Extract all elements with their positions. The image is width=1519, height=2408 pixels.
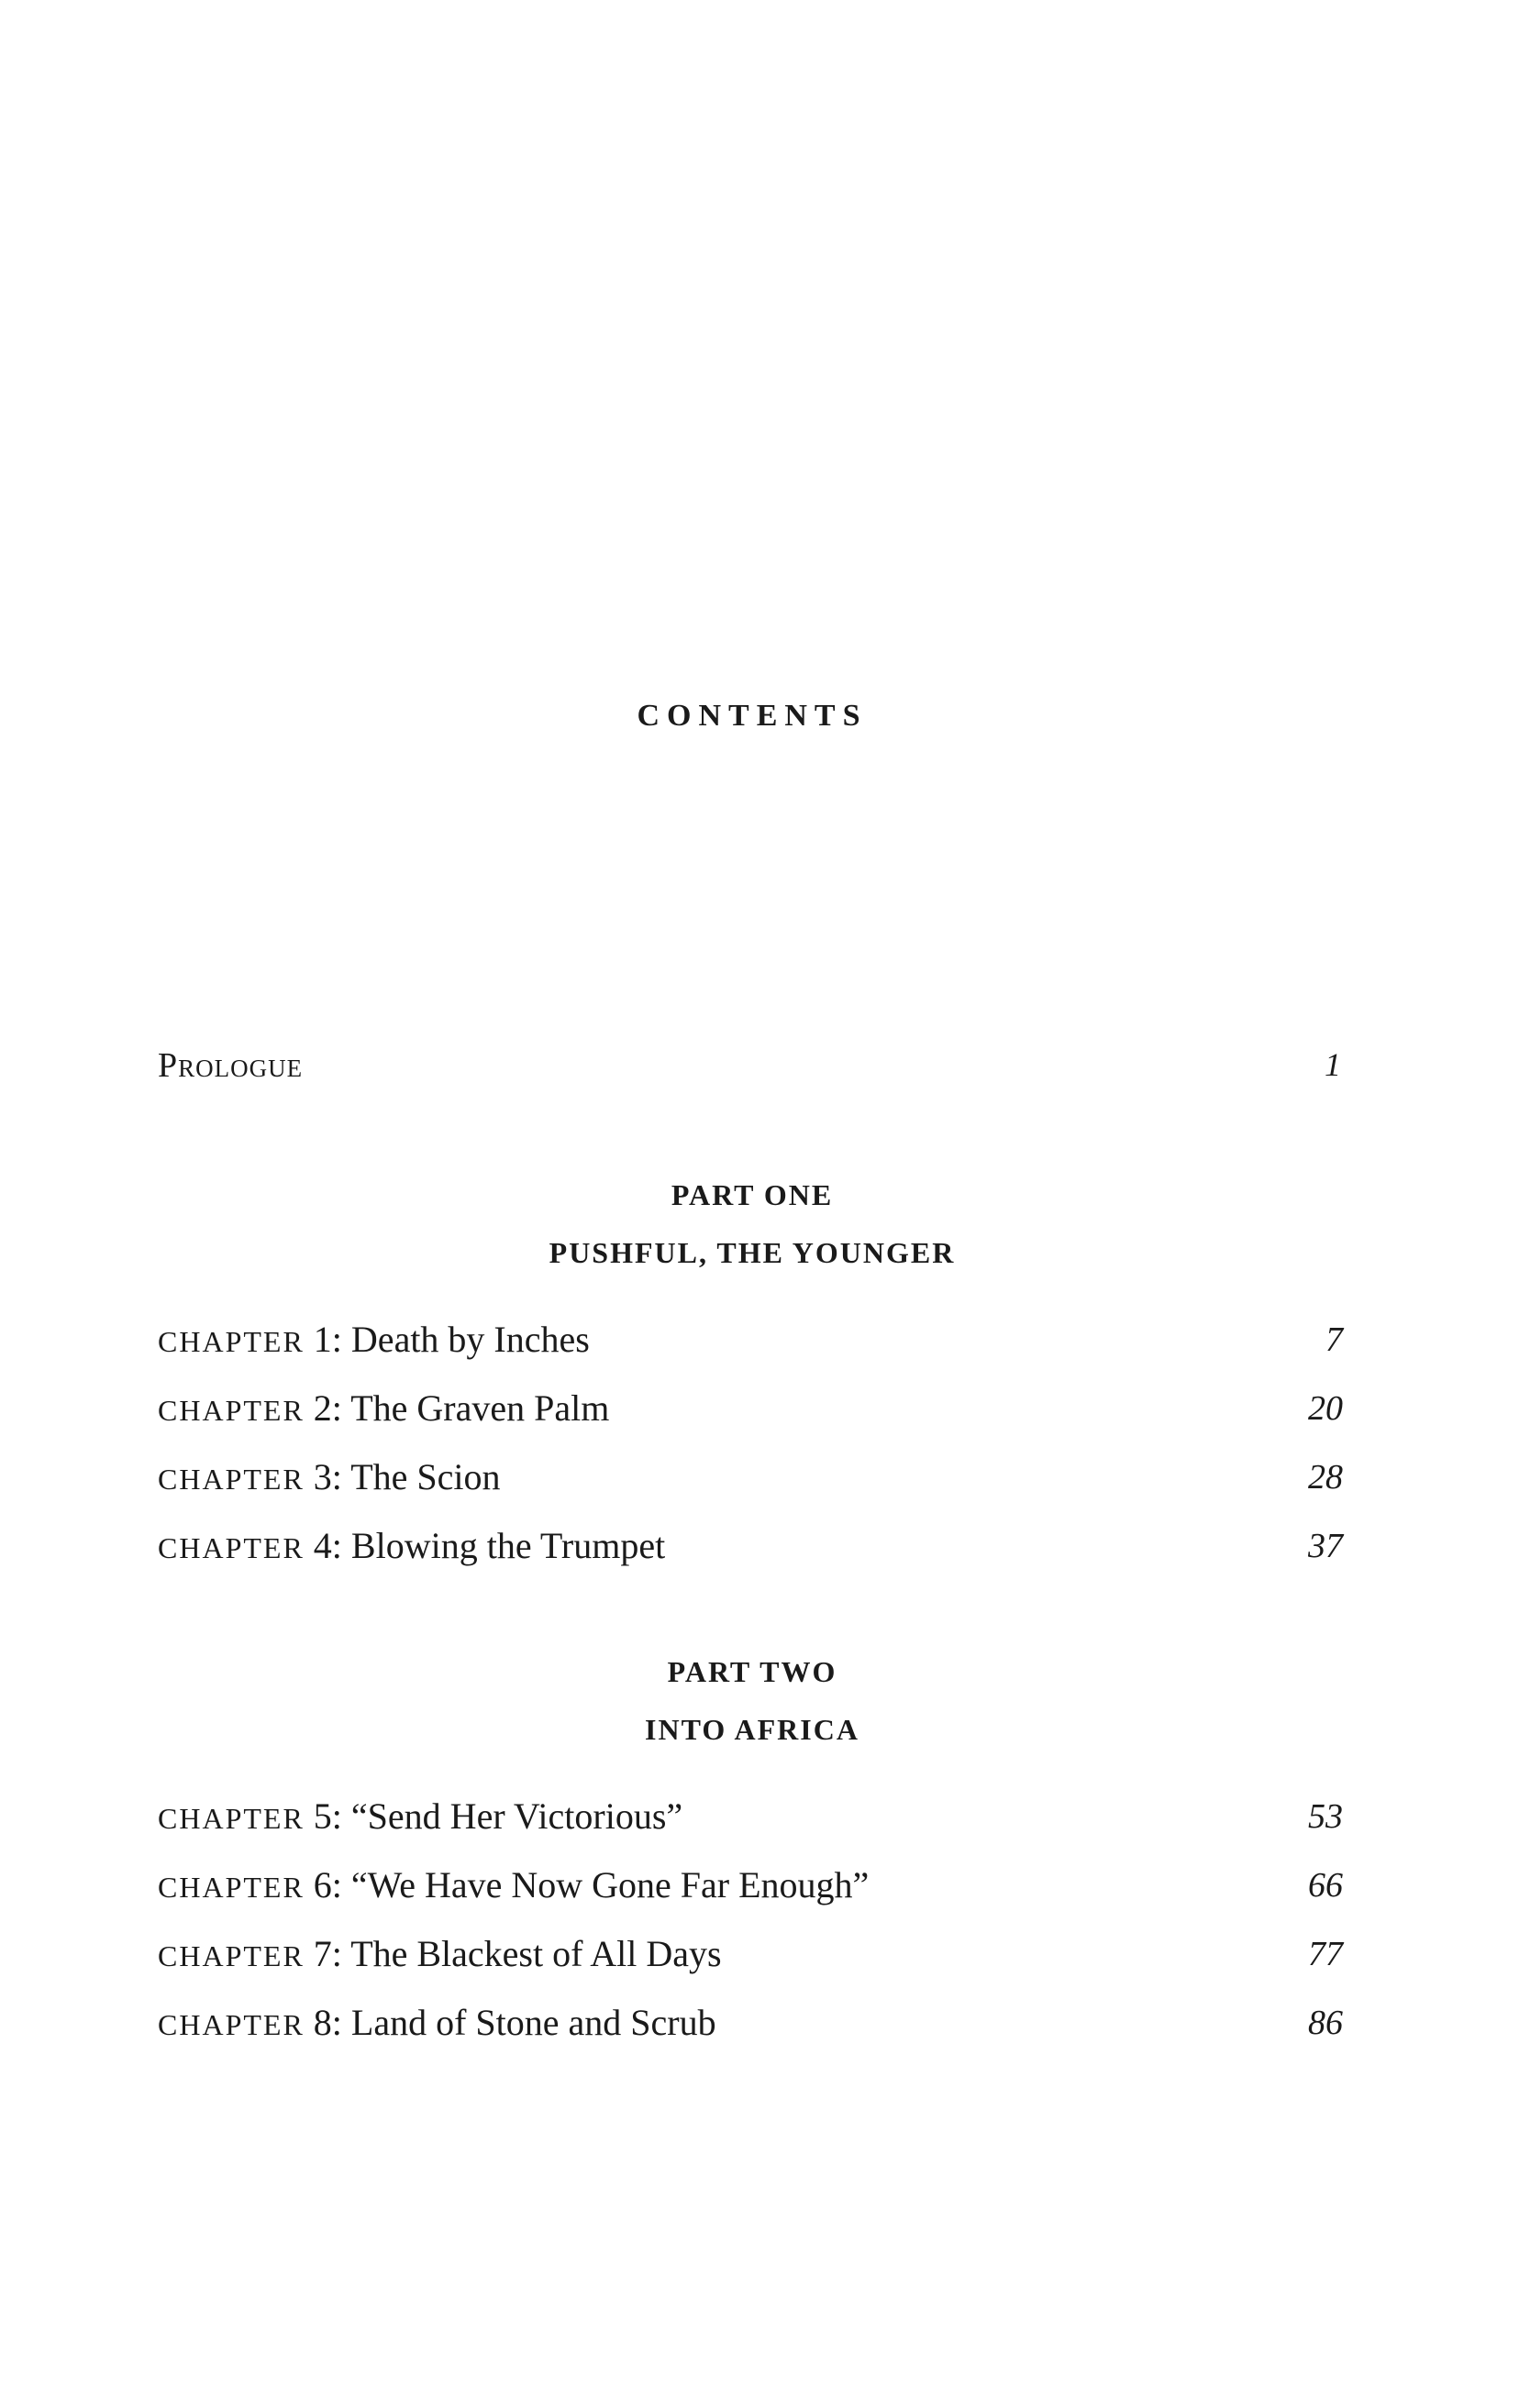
chapter-prefix: CHAPTER [158, 1394, 305, 1427]
chapter-prefix: CHAPTER [158, 1325, 305, 1358]
chapter-page-number: 66 [1308, 1866, 1343, 1905]
chapter-entry[interactable]: CHAPTER 7: The Blackest of All Days 77 [158, 1930, 1343, 1999]
chapter-entry[interactable]: CHAPTER 5: “Send Her Victorious” 53 [158, 1793, 1343, 1861]
chapter-number: 5 [313, 1795, 332, 1837]
chapter-page-number: 77 [1308, 1935, 1343, 1973]
chapter-number: 1 [313, 1319, 332, 1360]
chapter-entry[interactable]: CHAPTER 6: “We Have Now Gone Far Enough” 66 [158, 1861, 1343, 1930]
chapter-title: The Graven Palm [350, 1387, 610, 1429]
part-one-chapter-list [158, 1316, 1343, 1591]
chapter-entry[interactable]: CHAPTER 8: Land of Stone and Scrub 86 [158, 1999, 1343, 2068]
part-two-chapter-list [158, 1793, 1343, 2068]
chapter-title: Death by Inches [350, 1319, 590, 1360]
part-two-title: INTO AFRICA [645, 1713, 859, 1746]
chapter-page-number: 53 [1308, 1797, 1343, 1836]
part-two-label: PART TWO [667, 1655, 837, 1688]
chapter-page-number: 7 [1325, 1320, 1343, 1359]
chapter-title: “Send Her Victorious” [350, 1795, 683, 1837]
part-one-label: PART ONE [671, 1178, 834, 1211]
chapter-prefix: CHAPTER [158, 1463, 305, 1496]
chapter-prefix: CHAPTER [158, 1802, 305, 1835]
chapter-prefix: CHAPTER [158, 1531, 305, 1564]
chapter-prefix: CHAPTER [158, 2008, 305, 2041]
chapter-title: “We Have Now Gone Far Enough” [350, 1864, 870, 1905]
chapter-prefix: CHAPTER [158, 1871, 305, 1904]
chapter-entry[interactable]: CHAPTER 3: The Scion 28 [158, 1453, 1343, 1522]
prologue-entry[interactable] [158, 1045, 1341, 1091]
chapter-entry[interactable]: CHAPTER 2: The Graven Palm 20 [158, 1385, 1343, 1453]
prologue-page-number: 1 [1325, 1046, 1341, 1083]
chapter-title: Land of Stone and Scrub [350, 2002, 716, 2043]
chapter-number: 2 [313, 1387, 332, 1429]
chapter-prefix: CHAPTER [158, 1939, 305, 1972]
chapter-number: 6 [313, 1864, 332, 1905]
prologue-label: Prologue [158, 1046, 304, 1085]
chapter-title: The Blackest of All Days [350, 1933, 722, 1974]
chapter-page-number: 37 [1308, 1527, 1343, 1565]
chapter-number: 8 [313, 2002, 332, 2043]
chapter-entry[interactable]: CHAPTER 4: Blowing the Trumpet 37 [158, 1522, 1343, 1591]
chapter-page-number: 28 [1308, 1458, 1343, 1497]
chapter-title: The Scion [350, 1456, 501, 1497]
chapter-number: 7 [313, 1933, 332, 1974]
chapter-title: Blowing the Trumpet [350, 1525, 666, 1566]
chapter-number: 3 [313, 1456, 332, 1497]
chapter-entry[interactable]: CHAPTER 1: Death by Inches 7 [158, 1316, 1343, 1385]
chapter-number: 4 [313, 1525, 332, 1566]
chapter-page-number: 20 [1308, 1389, 1343, 1428]
contents-title: CONTENTS [637, 699, 868, 733]
part-one-title: PUSHFUL, THE YOUNGER [549, 1236, 956, 1269]
chapter-page-number: 86 [1308, 2004, 1343, 2042]
